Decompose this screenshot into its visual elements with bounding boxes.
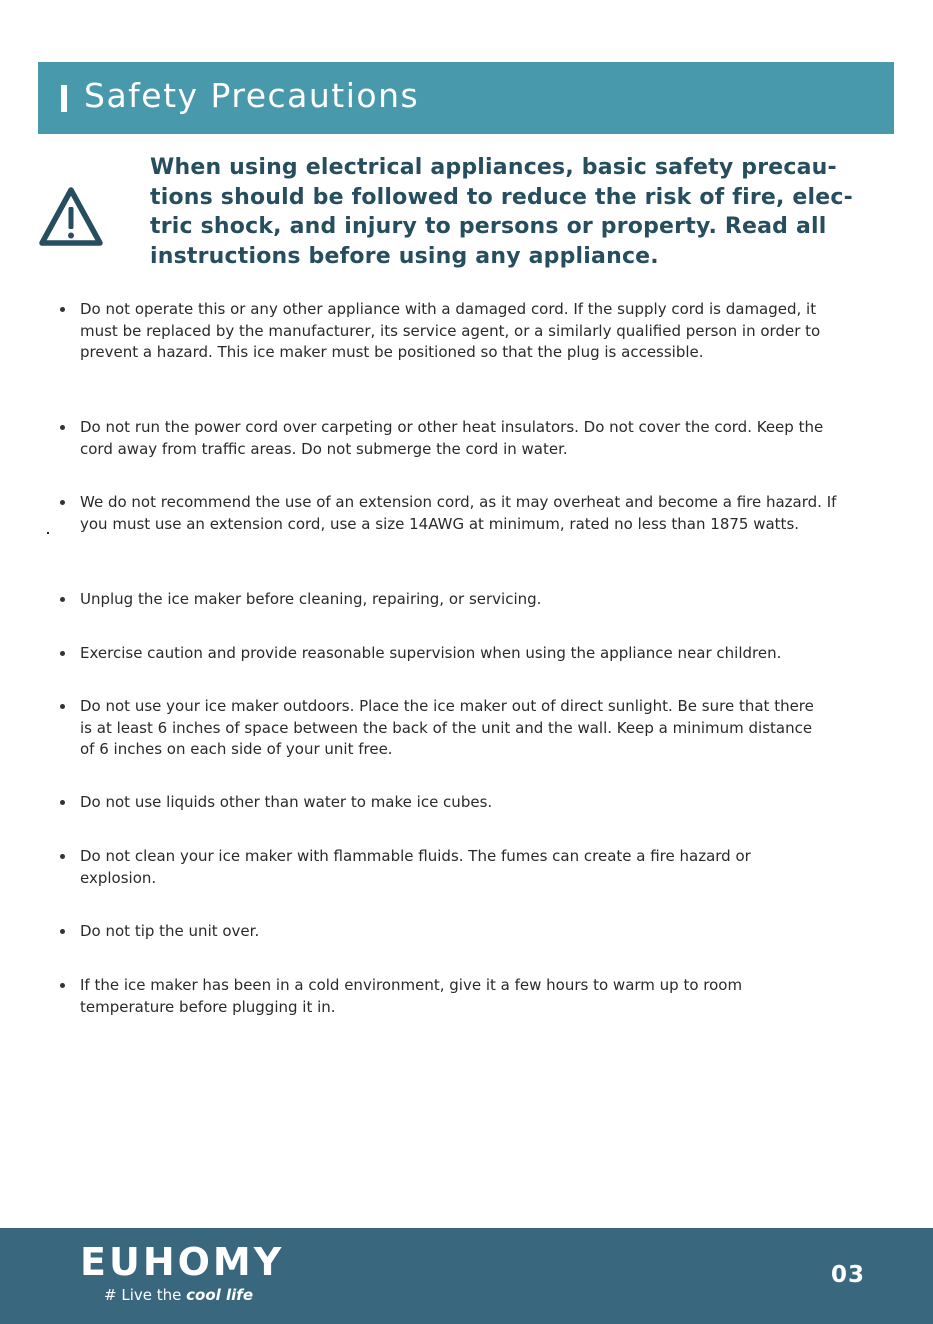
precaution-text: Do not tip the unit over. (80, 922, 260, 940)
page-title: Safety Precautions (84, 76, 420, 115)
brand-tagline (104, 1286, 253, 1304)
precaution-text: If the ice maker has been in a cold environment, give it a few hours to warm up to room temperature before plugging it in. (80, 976, 743, 1016)
precaution-text: Exercise caution and provide reasonable supervision when using the appliance near children. (80, 644, 782, 662)
precaution-item (80, 975, 810, 1018)
page-footer (0, 1228, 933, 1324)
bullet-dot (60, 929, 65, 934)
tagline-prefix: # Live the (104, 1286, 182, 1304)
tagline-emphasis: cool life (186, 1286, 253, 1304)
precaution-text: Do not run the power cord over carpeting or other heat insulators. Do not cover the cord. Keep the cord away from traffic areas. Do not submerge the cord in water. (80, 418, 824, 458)
precaution-item (80, 589, 850, 611)
precaution-item (80, 492, 850, 535)
bullet-dot (60, 597, 65, 602)
precaution-text: Do not clean your ice maker with flammable fluids. The fumes can create a fire hazard or explosion. (80, 847, 751, 887)
precaution-item (80, 696, 820, 761)
precaution-text: Do not use liquids other than water to make ice cubes. (80, 793, 493, 811)
bullet-dot (60, 425, 65, 430)
brand-logo: EUHOMY (80, 1240, 285, 1284)
bullet-dot (60, 854, 65, 859)
precaution-text: Do not use your ice maker outdoors. Place the ice maker out of direct sunlight. Be sure that there is at least 6 inches of space between the back of the unit and the wall. Keep a minimum distance of 6 inches on each side of your unit free. (80, 697, 814, 758)
precaution-item (80, 792, 850, 814)
precaution-text: Do not operate this or any other appliance with a damaged cord. If the supply cord is damaged, it must be replaced by the manufacturer, its service agent, or a similarly qualified person in order to prevent a hazard. This ice maker must be positioned so that the plug is accessible. (80, 300, 821, 361)
precaution-item (80, 921, 850, 943)
precaution-item (80, 417, 850, 460)
bullet-dot (60, 983, 65, 988)
precaution-item (80, 299, 850, 364)
page-number: 03 (831, 1262, 866, 1288)
precaution-text: Unplug the ice maker before cleaning, repairing, or servicing. (80, 590, 542, 608)
bullet-dot (60, 651, 65, 656)
bullet-dot (60, 800, 65, 805)
safety-intro-text: When using electrical appliances, basic safety precau-tions should be followed to reduce the risk of fire, elec-tric shock, and injury to persons or property. Read all instructions before using any appliance. (150, 155, 853, 269)
precaution-text: We do not recommend the use of an extension cord, as it may overheat and become a fire hazard. If you must use an extension cord, use a size 14AWG at minimum, rated no less than 1875 watts. (80, 493, 837, 533)
precaution-item (80, 643, 880, 665)
precaution-item (80, 846, 800, 889)
bullet-dot (60, 307, 65, 312)
bullet-dot (60, 500, 65, 505)
bullet-dot (60, 704, 65, 709)
